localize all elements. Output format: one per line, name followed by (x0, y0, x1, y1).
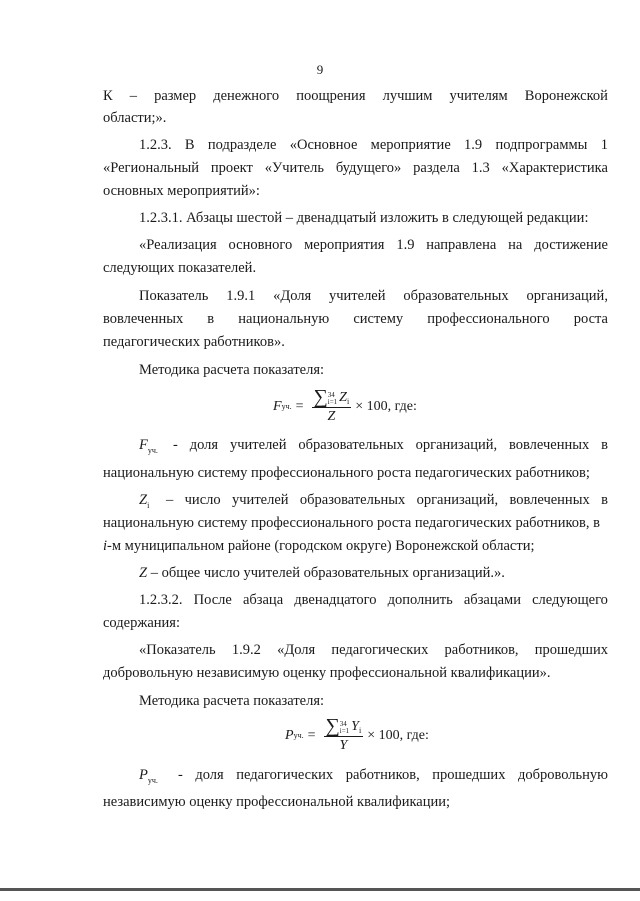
formula-lhs-sub: уч. (293, 731, 304, 740)
formula-equals: = (295, 398, 304, 414)
scan-edge-line (0, 888, 640, 891)
symbol-p-uch (139, 766, 169, 790)
word: вовлеченных (103, 311, 184, 327)
word: дополнить (387, 592, 453, 608)
word: «Основное (289, 137, 358, 153)
word: образовательных (298, 437, 404, 453)
word: педагогических (236, 767, 334, 783)
sum-symbol: ∑ (325, 715, 340, 737)
text-line: -м муниципальном районе (городском округе) Воронежской области; (107, 538, 535, 554)
word: на (508, 237, 523, 253)
word: «Учитель (264, 160, 324, 176)
symbol-p: P (139, 767, 148, 783)
text-line (103, 87, 608, 105)
formula-numerator (312, 388, 352, 408)
formula-tail: , где: (399, 727, 429, 743)
word: двенадцатого (294, 592, 377, 608)
word: подпрограммы (495, 137, 588, 153)
word: направлена (426, 237, 497, 253)
formula-fraction (324, 717, 364, 754)
formula-tail: , где: (387, 398, 417, 414)
word: 1.9 (396, 237, 415, 253)
text-line-z (139, 564, 505, 582)
word: доля (189, 437, 219, 453)
text-line: – общее число учителей образовательных организаций.». (150, 565, 505, 581)
word: подразделе (207, 137, 277, 153)
word: размер (154, 88, 197, 104)
word: организаций, (416, 492, 499, 508)
word: Воронежской (524, 88, 608, 104)
word: «Доля (273, 288, 312, 304)
symbol-f: F (139, 437, 148, 453)
word: Показатель (139, 288, 209, 304)
sum-symbol: ∑ (313, 386, 328, 408)
formula-term-sub: i (346, 397, 350, 406)
word: раздела (413, 160, 460, 176)
word: вовлеченных (509, 437, 590, 453)
formula-multiplier: × 100 (367, 727, 400, 743)
word: мероприятия (304, 237, 385, 253)
word: «Показатель (139, 642, 216, 658)
text-line (103, 159, 608, 177)
text-line (173, 436, 608, 454)
text-line: Методика расчета показателя: (139, 362, 325, 378)
formula-numerator (324, 717, 364, 737)
text-line (139, 591, 608, 609)
text-line: основных мероприятий»: (103, 183, 260, 199)
text-line: 1.2.3.1. Абзацы шестой – двенадцатый изложить в следующей редакции: (139, 210, 589, 226)
word: доля (195, 767, 224, 783)
symbol-z: Z (139, 492, 148, 508)
word: организаций, (526, 288, 608, 304)
word: роста (573, 311, 608, 327)
word: поощрения (296, 88, 366, 104)
word: в (207, 311, 215, 327)
word: 1.2.3.2. (139, 592, 183, 608)
formula-lhs-sub: уч. (281, 402, 292, 411)
word: мероприятие (370, 137, 451, 153)
word: прошедших (432, 767, 506, 783)
text-line-i (103, 537, 535, 555)
formula-denominator: Z (327, 409, 336, 424)
word: добровольную (517, 767, 608, 783)
word: в (601, 492, 608, 508)
sum-upper: 34 (339, 720, 347, 728)
symbol-f-sub: уч. (147, 445, 158, 455)
word: в (601, 437, 608, 453)
word: следующего (532, 592, 608, 608)
word: – (166, 492, 174, 508)
formula-term-sub: i (358, 726, 362, 735)
word: 1.2.3. (139, 137, 172, 153)
word: К (103, 88, 113, 104)
text-line: педагогических работников». (103, 334, 285, 350)
word: «Реализация (139, 237, 217, 253)
word: учителям (449, 88, 508, 104)
formula-equals: = (307, 727, 316, 743)
formula-multiplier: × 100 (355, 398, 388, 414)
word: организаций, (415, 437, 498, 453)
word: проект (210, 160, 253, 176)
word: учителей (329, 288, 386, 304)
symbol-f-uch (139, 436, 169, 460)
word: прошедших (534, 642, 608, 658)
word: достижение (534, 237, 608, 253)
symbol-z-i (139, 491, 161, 515)
word: образовательных (403, 288, 509, 304)
word: 1.9 (464, 137, 483, 153)
formula-fraction (312, 388, 352, 425)
word: денежного (213, 88, 280, 104)
word: работников, (345, 767, 420, 783)
word: 1.9.1 (226, 288, 256, 304)
text-line: содержания: (103, 615, 181, 631)
text-line (166, 491, 608, 509)
formula-term: Y (351, 719, 359, 734)
word: - (173, 437, 178, 453)
word: абзацами (463, 592, 521, 608)
word: вовлеченных (509, 492, 590, 508)
symbol-z-sub: i (147, 500, 150, 510)
formula-term: Z (339, 390, 347, 405)
word: «Доля (277, 642, 316, 658)
symbol-p-sub: уч. (147, 775, 158, 785)
formula-lhs: P (285, 727, 294, 743)
word: систему (353, 311, 404, 327)
word: учителей (230, 437, 287, 453)
sum-upper: 34 (327, 391, 335, 399)
text-line: независимую оценку профессиональной квалификации; (103, 794, 451, 810)
formula-p-uch (285, 717, 429, 754)
word: 1.9.2 (231, 642, 261, 658)
word: 1.3 (471, 160, 490, 176)
word: - (178, 767, 183, 783)
word: образовательных (299, 492, 406, 508)
word: будущего» (335, 160, 402, 176)
word: «Характеристика (501, 160, 608, 176)
text-line (139, 136, 608, 154)
word: В (184, 137, 195, 153)
word: После (193, 592, 232, 608)
text-line: добровольную независимую оценку профессиональной квалификации». (103, 665, 551, 681)
sum-lower: i=1 (339, 727, 350, 735)
sum-limits (340, 721, 349, 735)
symbol-z-total: Z (139, 565, 148, 581)
text-line (139, 236, 608, 254)
word: профессионального (427, 311, 550, 327)
text-line (139, 287, 608, 305)
word: национальную (238, 311, 330, 327)
text-line: следующих показателей. (103, 260, 257, 276)
word: лучшим (382, 88, 433, 104)
text-line: области;». (103, 110, 167, 126)
word: основного (228, 237, 293, 253)
word: абзаца (242, 592, 284, 608)
text-line (103, 310, 608, 328)
word: число (184, 492, 221, 508)
word: «Региональный (103, 160, 199, 176)
word: работников, (444, 642, 519, 658)
text-line: национальную систему профессионального роста педагогических работников; (103, 465, 590, 481)
formula-f-uch (273, 388, 417, 425)
word: 1 (600, 137, 608, 153)
sum-lower: i=1 (327, 398, 338, 406)
text-line: национальную систему профессионального роста педагогических работников, в (103, 515, 600, 531)
page-number: 9 (316, 62, 324, 77)
word: педагогических (331, 642, 429, 658)
word: учителей (232, 492, 289, 508)
word: – (129, 88, 137, 104)
formula-lhs: F (273, 398, 282, 414)
symbol-i: i (103, 538, 108, 554)
text-line (139, 641, 608, 659)
sum-limits (328, 392, 337, 406)
text-line (178, 766, 608, 784)
formula-denominator: Y (339, 738, 348, 753)
text-line: Методика расчета показателя: (139, 693, 325, 709)
